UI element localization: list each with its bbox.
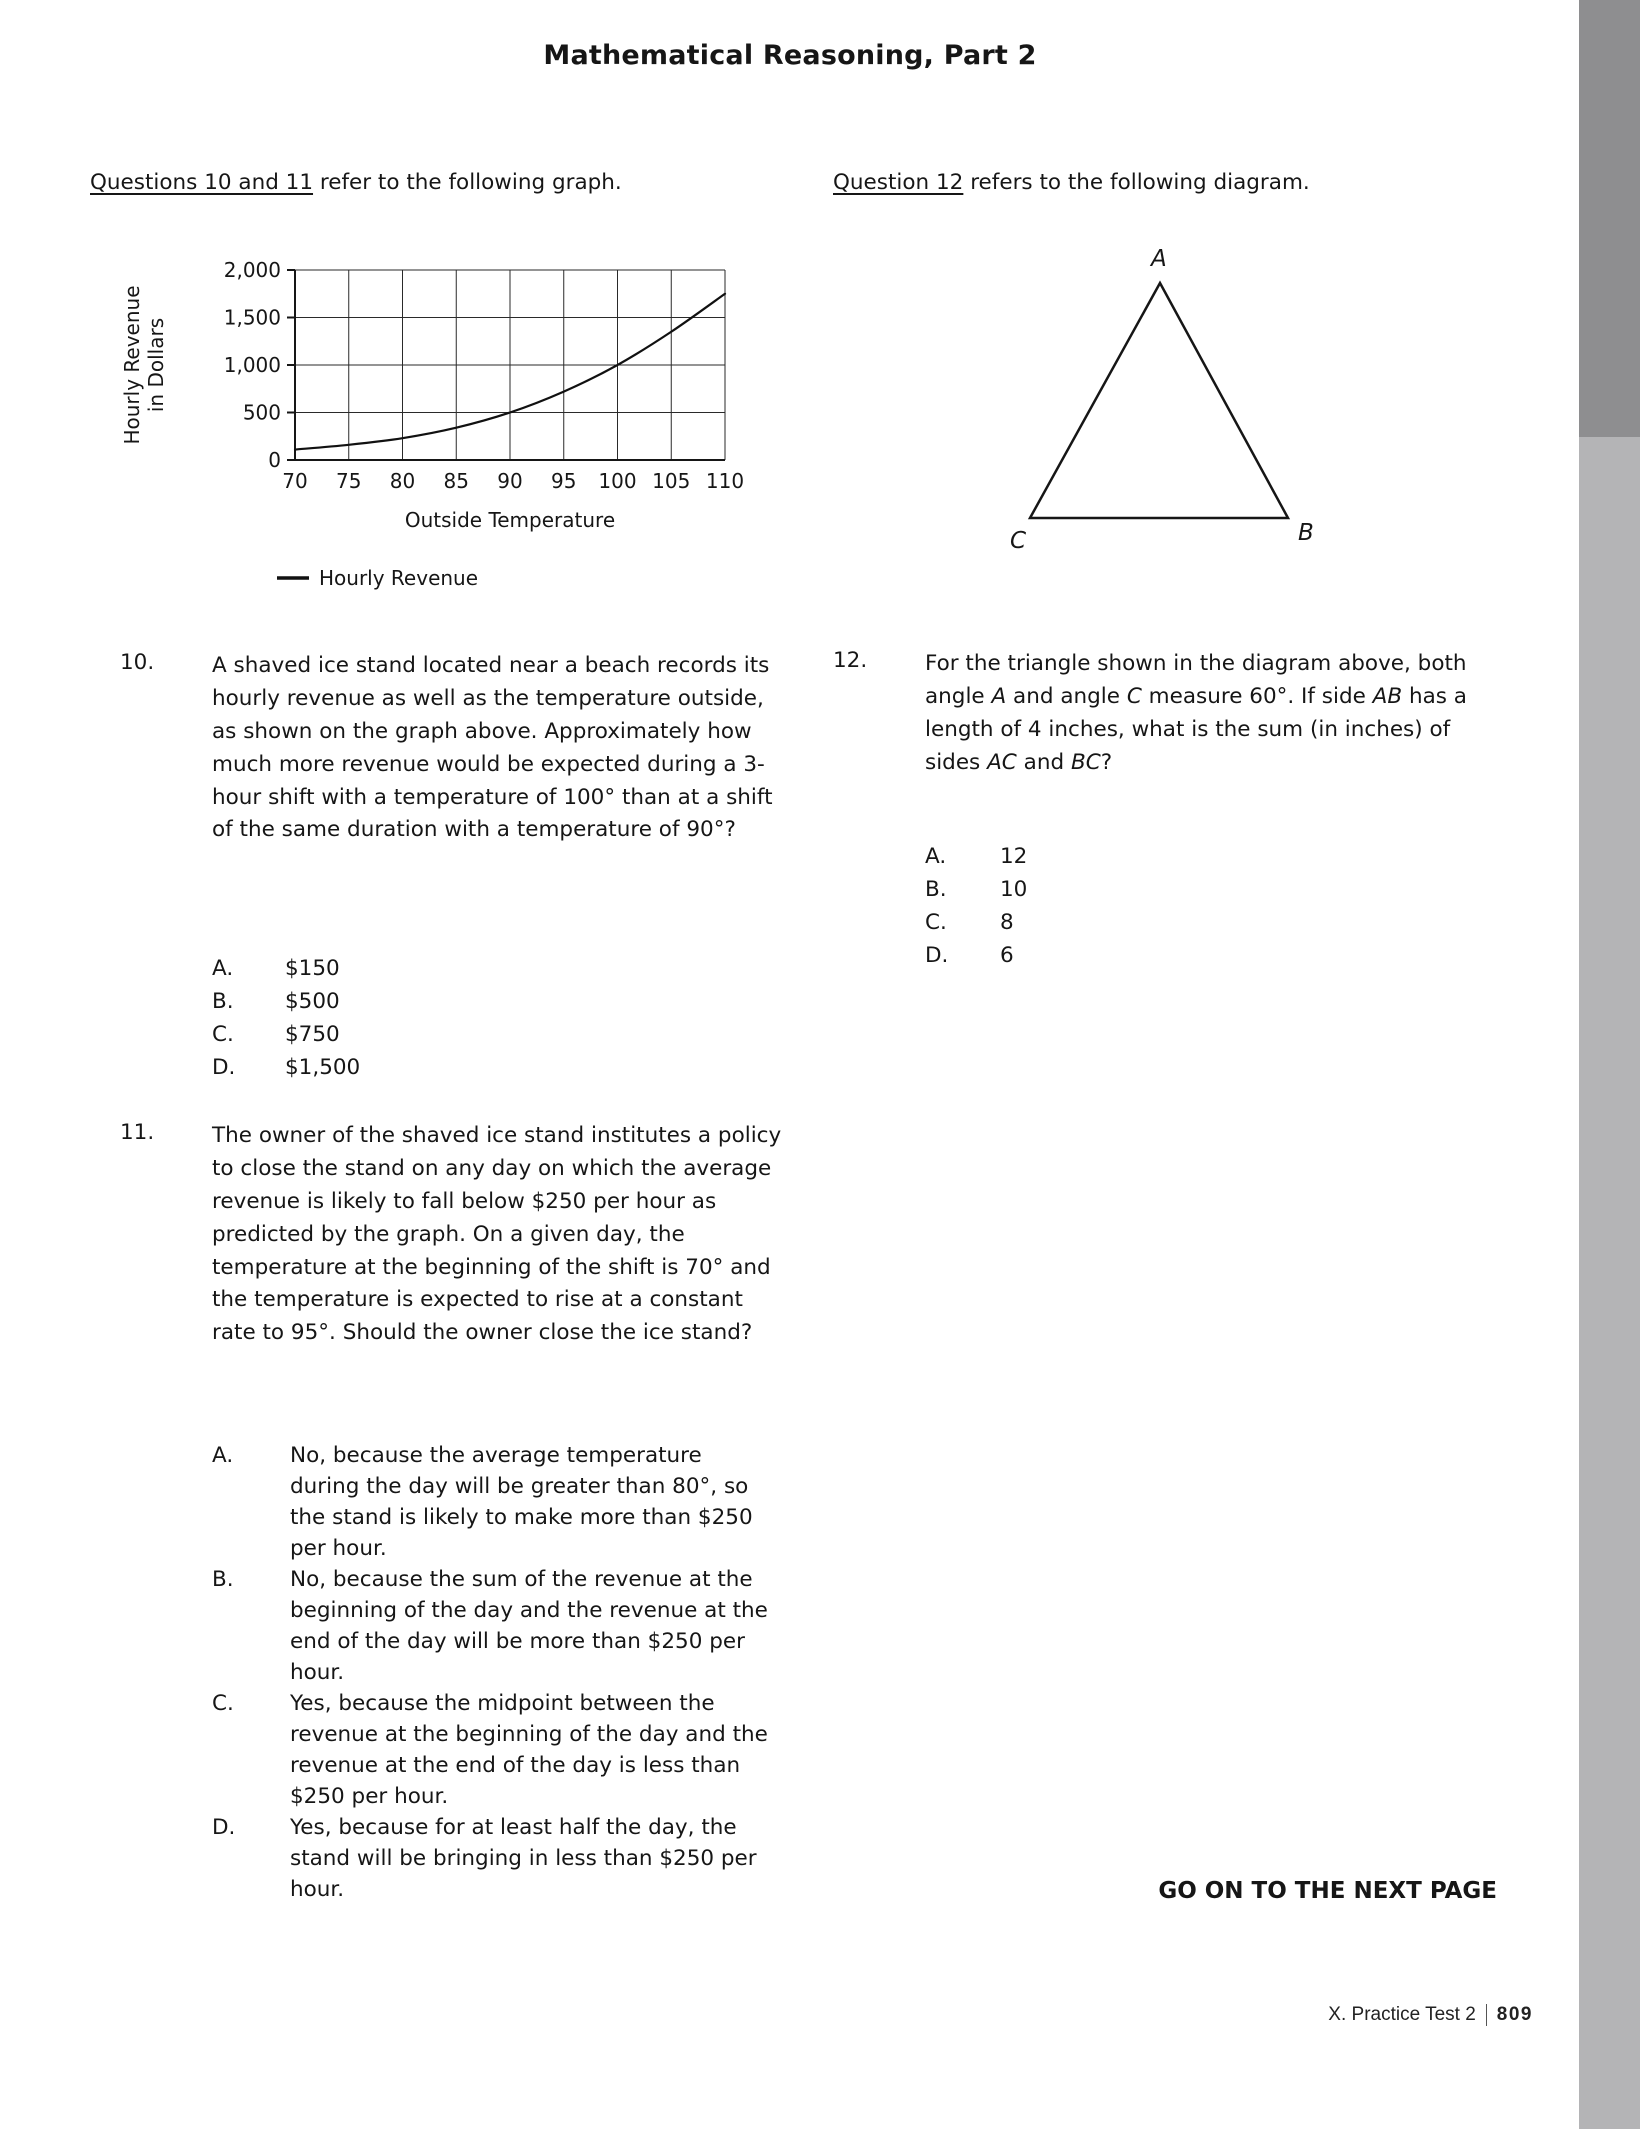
vertex-label-c: C bbox=[1010, 528, 1027, 554]
question-10-number: 10. bbox=[120, 650, 155, 675]
option-text: Yes, because for at least half the day, the stand will be bringing in less than $250 per hour. bbox=[290, 1815, 757, 1902]
y-tick-label: 500 bbox=[242, 400, 281, 425]
question-11-number: 11. bbox=[120, 1120, 155, 1145]
option-row bbox=[212, 952, 360, 985]
option-text: 6 bbox=[1000, 943, 1014, 968]
option-row bbox=[212, 985, 360, 1018]
graph-reference-underlined: Questions 10 and 11 bbox=[90, 170, 314, 195]
chart-legend bbox=[277, 566, 478, 590]
question-12-text-part: AB bbox=[1372, 683, 1403, 709]
option-text: 10 bbox=[1000, 877, 1028, 902]
x-tick-label: 100 bbox=[598, 469, 637, 493]
option-row bbox=[212, 1440, 777, 1564]
question-12-options bbox=[925, 840, 1027, 972]
option-row bbox=[925, 873, 1027, 906]
chart-labels bbox=[120, 258, 744, 532]
y-tick-label: 2,000 bbox=[223, 258, 281, 282]
triangle-diagram bbox=[1000, 238, 1330, 572]
footer-page-number: 809 bbox=[1496, 2004, 1533, 2025]
x-tick-label: 95 bbox=[551, 469, 577, 493]
y-tick-label: 1,500 bbox=[223, 305, 281, 330]
option-text: No, because the sum of the revenue at the beginning of the day and the revenue at the end of the day will be more than $250 per hour. bbox=[290, 1567, 768, 1685]
footer-section-label: X. Practice Test 2 bbox=[1328, 2004, 1476, 2025]
x-tick-label: 105 bbox=[652, 469, 691, 493]
question-12-text-part: measure 60°. If side bbox=[1141, 683, 1373, 709]
option-letter: A. bbox=[212, 956, 234, 981]
x-tick-label: 75 bbox=[336, 469, 362, 493]
question-10-options bbox=[212, 952, 360, 1084]
option-letter: C. bbox=[925, 910, 947, 935]
graph-reference-rest: refer to the following graph. bbox=[313, 170, 622, 195]
option-letter: D. bbox=[925, 943, 949, 968]
option-letter: D. bbox=[212, 1055, 236, 1080]
go-on-instruction: GO ON TO THE NEXT PAGE bbox=[1158, 1878, 1497, 1904]
option-letter: B. bbox=[925, 877, 947, 902]
option-letter: A. bbox=[925, 844, 947, 869]
option-row bbox=[212, 1812, 777, 1905]
question-12-text-part: ? bbox=[1100, 749, 1113, 775]
vertex-label-b: B bbox=[1298, 520, 1314, 546]
option-letter: A. bbox=[212, 1443, 234, 1468]
option-text: $1,500 bbox=[285, 1055, 361, 1080]
graph-reference-line bbox=[90, 170, 622, 195]
diagram-reference-line bbox=[833, 170, 1310, 195]
question-11-text: The owner of the shaved ice stand institutes a policy to close the stand on any day on which the average revenue is likely to fall below $250 per hour as predicted by the graph. On a given day, the temperature at the beginning of the shift is 70° and the temperature is expected to rise at a constant rate to 95°. Should the owner close the ice stand? bbox=[212, 1123, 782, 1346]
y-axis-label: in Dollars bbox=[144, 317, 168, 413]
question-12-text-part: AC bbox=[987, 749, 1017, 775]
footer-divider bbox=[1486, 2004, 1487, 2026]
x-tick-label: 90 bbox=[497, 469, 523, 493]
option-row bbox=[212, 1688, 777, 1812]
option-letter: C. bbox=[212, 1022, 234, 1047]
question-12-text-part: A bbox=[991, 683, 1007, 709]
y-tick-label: 0 bbox=[268, 448, 281, 472]
option-text: $500 bbox=[285, 989, 340, 1014]
diagram-reference-underlined: Question 12 bbox=[833, 170, 964, 195]
option-text: 8 bbox=[1000, 910, 1014, 935]
option-letter: B. bbox=[212, 989, 234, 1014]
page-title: Mathematical Reasoning, Part 2 bbox=[543, 40, 1037, 71]
triangle-svg bbox=[1000, 238, 1330, 568]
x-tick-label: 85 bbox=[443, 469, 469, 493]
option-letter: B. bbox=[212, 1567, 234, 1592]
option-row bbox=[925, 840, 1027, 873]
option-text: $750 bbox=[285, 1022, 340, 1047]
option-row bbox=[925, 906, 1027, 939]
question-12-text bbox=[925, 648, 1500, 780]
option-letter: D. bbox=[212, 1815, 236, 1840]
question-12-text-part: and bbox=[1016, 749, 1071, 775]
option-row bbox=[212, 1564, 777, 1688]
vertex-label-a: A bbox=[1151, 246, 1167, 272]
legend-label: Hourly Revenue bbox=[319, 566, 479, 590]
option-text: Yes, because the midpoint between the revenue at the beginning of the day and the revenue at the end of the day is less than $250 per hour. bbox=[290, 1691, 768, 1809]
question-12-text-part: For the triangle shown in the diagram above, both angle bbox=[925, 651, 1467, 709]
revenue-temperature-chart bbox=[95, 240, 775, 619]
question-12-text-part: BC bbox=[1070, 749, 1101, 775]
x-tick-label: 110 bbox=[705, 469, 745, 493]
page-footer bbox=[833, 2004, 1533, 2026]
hourly-revenue-line-chart bbox=[95, 240, 775, 615]
question-12-text-part: has a length of 4 inches, what is the sum (in inches) of sides bbox=[925, 683, 1467, 775]
diagram-reference-rest: refers to the following diagram. bbox=[963, 170, 1310, 195]
page-edge-strip-dark bbox=[1579, 0, 1640, 437]
question-10-text: A shaved ice stand located near a beach records its hourly revenue as well as the temperature outside, as shown on the graph above. Approximately how much more revenue would be expected during a 3-hour shift with a temperature of 100° than at a shift of the same duration with a temperature of 90°? bbox=[212, 653, 773, 843]
question-12-text-part: C bbox=[1126, 683, 1142, 709]
option-row bbox=[925, 939, 1027, 972]
y-axis-label: Hourly Revenue bbox=[120, 285, 144, 445]
option-row bbox=[212, 1018, 360, 1051]
option-text: No, because the average temperature during the day will be greater than 80°, so the stand is likely to make more than $250 per hour. bbox=[290, 1443, 753, 1561]
triangle-shape bbox=[1030, 283, 1288, 518]
option-text: $150 bbox=[285, 956, 340, 981]
x-tick-label: 70 bbox=[282, 469, 308, 493]
question-12-number: 12. bbox=[833, 648, 868, 673]
question-12-text-part: and angle bbox=[1006, 683, 1127, 709]
x-axis-label: Outside Temperature bbox=[404, 508, 616, 532]
option-letter: C. bbox=[212, 1691, 234, 1716]
option-text: 12 bbox=[1000, 844, 1028, 869]
y-tick-label: 1,000 bbox=[223, 353, 281, 377]
question-11-options bbox=[212, 1440, 777, 1905]
x-tick-label: 80 bbox=[389, 469, 416, 493]
chart-grid bbox=[295, 270, 725, 460]
option-row bbox=[212, 1051, 360, 1084]
